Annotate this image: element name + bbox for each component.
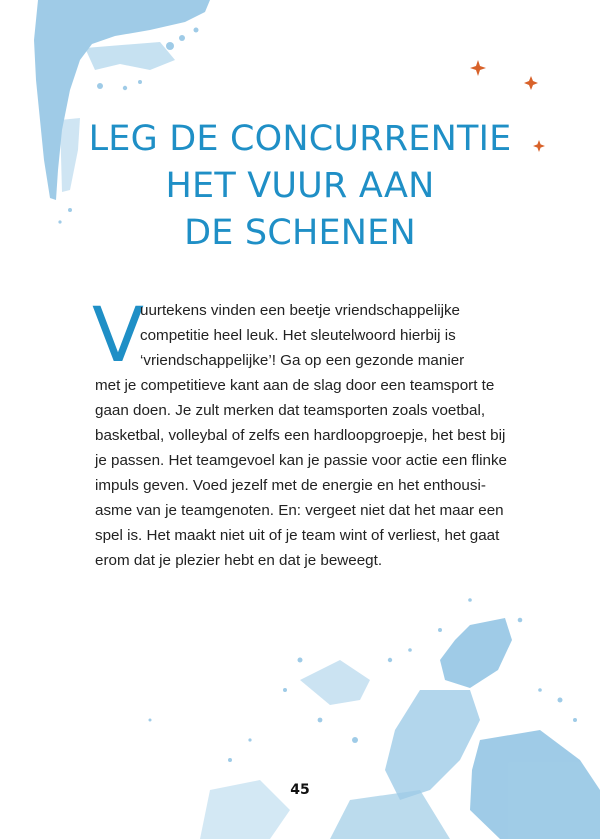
body-line: je passen. Het teamgevoel kan je passie voor actie een flinke [95, 452, 507, 469]
body-line: basketbal, volleybal of zelfs een hardloopgroepje, het best bij [95, 427, 506, 444]
body-line: ‘vriendschappelijke’! Ga op een gezonde manier [140, 352, 465, 369]
body-line: met je competitieve kant aan de slag door een teamsport te [95, 377, 495, 394]
body-line: asme van je teamgenoten. En: vergeet niet dat het maar een [95, 502, 504, 519]
body-line: gaan doen. Je zult merken dat teamsporten zoals voetbal, [95, 402, 486, 419]
star-icon [470, 60, 486, 76]
star-icon [524, 76, 538, 90]
body-line: impuls geven. Voed jezelf met de energie en het enthousi- [95, 477, 486, 494]
body-line: uurtekens vinden een beetje vriendschappelijke [140, 302, 460, 319]
body-paragraph [95, 298, 525, 573]
bottom-right-splatter-texture [149, 598, 600, 839]
body-line: spel is. Het maakt niet uit of je team wint of verliest, het gaat [95, 527, 500, 544]
title-line: DE SCHENEN [184, 213, 416, 253]
body-line: competitie heel leuk. Het sleutelwoord hierbij is [140, 327, 456, 344]
title-line: HET VUUR AAN [165, 166, 435, 206]
drop-cap: V [92, 290, 144, 379]
page-number: 45 [290, 782, 310, 798]
body-line: erom dat je plezier hebt en dat je beweegt. [95, 552, 383, 569]
page-title [60, 116, 540, 257]
title-line: LEG DE CONCURRENTIE [88, 119, 512, 159]
